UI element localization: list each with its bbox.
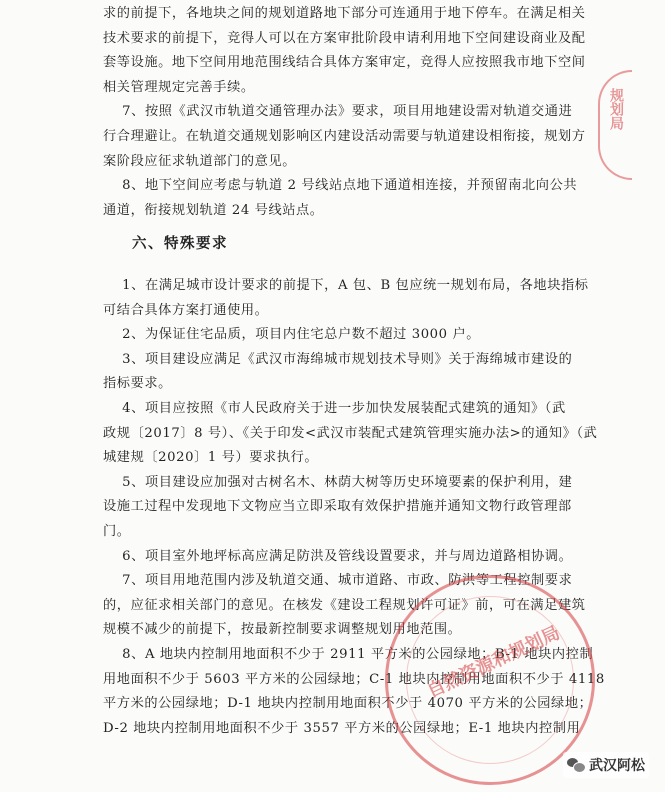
text-line: 7、项目用地范围内涉及轨道交通、城市道路、市政、防洪等工程控制要求 [103,573,573,589]
text-line: 相关管理规定完善手续。 [103,79,255,95]
document-body-part1 [103,2,586,223]
edge-stamp-text: 规划局 [608,88,624,130]
text-line: 技术要求的前提下，竞得人可以在方案审批阶段申请利用地下空间建设商业及配 [103,30,586,46]
text-line: 可结合具体方案打通使用。 [103,302,269,318]
text-line: 套等设施。地下空间用地范围线结合具体方案审定，竞得人应按照我市地下空间 [103,55,586,71]
text-line: 5、项目建设应加强对古树名木、林荫大树等历史环境要素的保护利用，建 [103,474,573,490]
section-heading: 六、特殊要求 [132,236,228,252]
text-line: 行合理避让。在轨道交通规划影响区内建设活动需要与轨道建设相衔接，规划方 [103,128,586,144]
text-line: 6、项目室外地坪标高应满足防洪及管线设置要求，并与周边道路相协调。 [103,548,573,564]
text-line: 求的前提下，各地块之间的规划道路地下部分可连通用于地下停车。在满足相关 [103,6,586,21]
text-line: 平方米的公园绿地；D-1 地块内控制用地面积不少于 4070 平方米的公园绿地； [103,696,593,712]
text-line: 的，应征求相关部门的意见。在核发《建设工程规划许可证》前，可在满足建筑 [103,597,586,613]
text-line: 门。 [103,523,131,539]
wechat-icon [567,757,585,773]
text-line: 8、A 地块内控制用地面积不少于 2911 平方米的公园绿地；B-1 地块内控制 [103,646,594,662]
text-line: 案阶段应征求轨道部门的意见。 [103,153,297,169]
watermark [563,752,649,778]
text-line: 通道，衔接规划轨道 24 号线站点。 [103,202,324,218]
text-line: 7、按照《武汉市轨道交通管理办法》要求，项目用地建设需对轨道交通进 [103,104,573,120]
text-line: 城建规〔2020〕1 号）要求执行。 [103,450,319,466]
seal-text: 自然资源和规划局 [423,622,564,703]
document-body-part2 [103,274,605,741]
text-line: 8、地下空间应考虑与轨道 2 号线站点地下通道相连接，并预留南北向公共 [103,178,578,194]
text-line: 2、为保证住宅品质，项目内住宅总户数不超过 3000 户。 [103,327,481,343]
text-line: 指标要求。 [103,376,172,392]
text-line: 规模不减少的前提下，按最新控制要求调整规划用地范围。 [103,622,462,638]
watermark-text: 武汉阿松 [589,758,645,774]
text-line: D-2 地块内控制用地面积不少于 3557 平方米的公园绿地；E-1 地块内控制用 [103,720,581,736]
text-line: 1、在满足城市设计要求的前提下，A 包、B 包应统一规划布局，各地块指标 [103,278,589,293]
text-line: 设施工过程中发现地下文物应当立即采取有效保护措施并通知文物行政管理部 [103,499,572,515]
text-line: 政规〔2017〕8 号）、《关于印发<武汉市装配式建筑管理实施办法>的通知》（武 [103,425,598,441]
text-line: 3、项目建设应满足《武汉市海绵城市规划技术导则》关于海绵城市建设的 [103,351,573,367]
text-line: 用地面积不少于 5603 平方米的公园绿地；C-1 地块内控制用地面积不少于 4118 [103,671,605,687]
text-line: 4、项目应按照《市人民政府关于进一步加快发展装配式建筑的通知》（武 [103,400,566,416]
